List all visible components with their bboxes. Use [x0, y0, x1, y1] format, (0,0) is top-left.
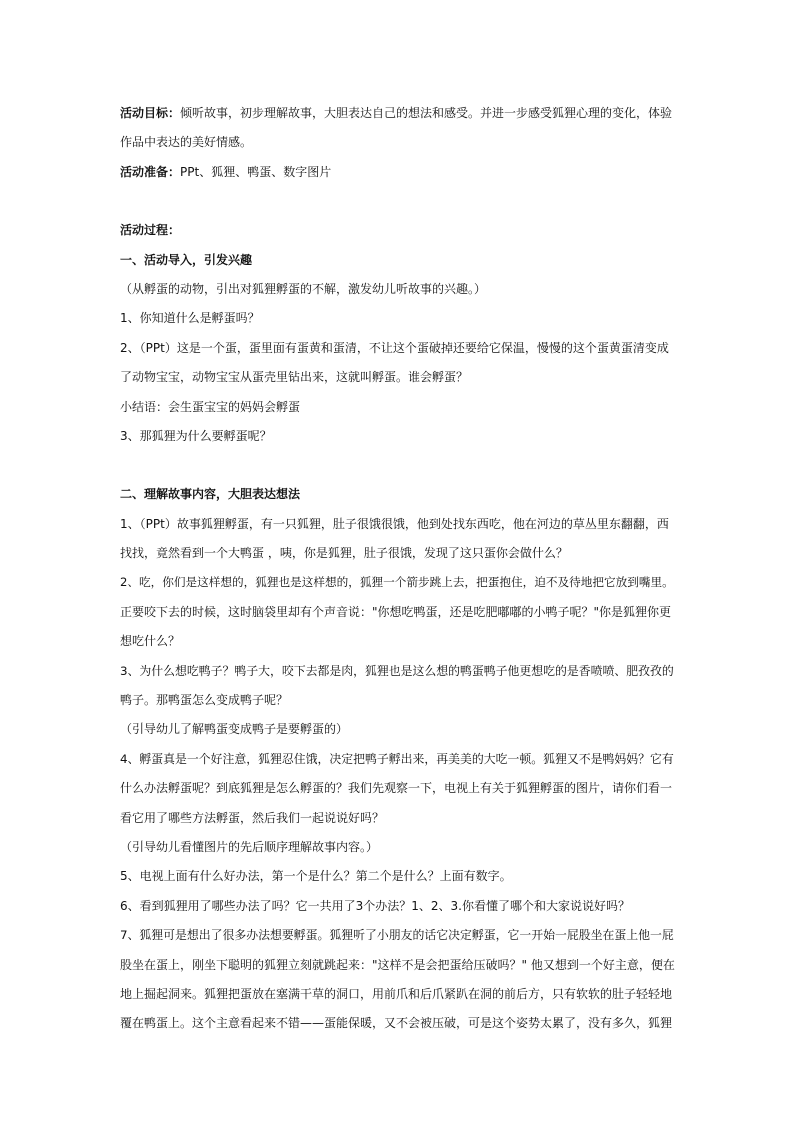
goal-label: 活动目标： [120, 106, 181, 120]
part2-heading: 二、理解故事内容，大胆表达想法 [120, 487, 301, 502]
prep-text: PPt、狐狸、鸭蛋、数字图片 [180, 164, 332, 179]
prep-label: 活动准备： [120, 164, 181, 179]
part2-p7-line-4: 覆在鸭蛋上。这个主意看起来不错——蛋能保暖，又不会被压破，可是这个姿势太累了，没有多久，狐狸 [120, 1016, 673, 1031]
part2-p3-line-1: 3、为什么想吃鸭子？鸭子大，咬下去都是肉，狐狸也是这么想的鸭蛋鸭子他更想吃的是香喷喷、肥孜孜的 [120, 663, 674, 678]
part2-p5: 5、电视上面有什么好办法，第一个是什么？第二个是什么？上面有数字。 [120, 869, 512, 884]
part1-q1: 1、你知道什么是孵蛋吗？ [120, 311, 260, 326]
part2-p4-line-1: 4、孵蛋真是一个好注意，狐狸忍住饿，决定把鸭子孵出来，再美美的大吃一顿。狐狸又不是鸭妈妈？它有 [120, 751, 674, 766]
part1-q2-line-1: 2、（PPt）这是一个蛋，蛋里面有蛋黄和蛋清，不让这个蛋破掉还要给它保温，慢慢的这个蛋黄蛋清变成 [120, 340, 669, 355]
part2-note-2: （引导幼儿看懂图片的先后顺序理解故事内容。） [120, 839, 379, 854]
part1-q2-line-2: 了动物宝宝，动物宝宝从蛋壳里钻出来，这就叫孵蛋。谁会孵蛋？ [120, 370, 469, 385]
part2-p1-line-1: 1、（PPt）故事狐狸孵蛋，有一只狐狸，肚子很饿很饿，他到处找东西吃，他在河边的草丛里东翻翻，西 [120, 516, 669, 531]
part1-summary: 小结语：会生蛋宝宝的妈妈会孵蛋 [120, 399, 301, 414]
part2-p7-line-3: 地上掘起洞来。狐狸把蛋放在塞满干草的洞口，用前爪和后爪紧趴在洞的前后方，只有软软的肚子轻轻地 [120, 986, 673, 1001]
part1-q3: 3、那狐狸为什么要孵蛋呢？ [120, 428, 272, 443]
part2-p7-line-1: 7、狐狸可是想出了很多办法想要孵蛋。狐狸听了小朋友的话它决定孵蛋，它一开始一屁股坐在蛋上他一屁 [120, 928, 674, 943]
part1-note: （从孵蛋的动物，引出对狐狸孵蛋的不解，激发幼儿听故事的兴趣。） [120, 281, 487, 296]
part2-p7-line-2: 股坐在蛋上，刚坐下聪明的狐狸立刻就跳起来："这样不是会把蛋给压破吗？" 他又想到一个好主意，便在 [120, 957, 675, 972]
part2-note-1: （引导幼儿了解鸭蛋变成鸭子是要孵蛋的） [120, 722, 349, 737]
spacer [120, 451, 678, 480]
part2-p4-line-3: 看它用了哪些方法孵蛋，然后我们一起说说好吗？ [120, 810, 385, 825]
goal-text-1: 倾听故事，初步理解故事，大胆表达自己的想法和感受。并进一步感受狐狸心理的变化，体验 [180, 106, 673, 120]
prep-line [120, 158, 678, 187]
part2-p2-line-3: 想吃什么？ [120, 634, 181, 649]
part2-p6: 6、看到狐狸用了哪些办法了吗？它一共用了3个办法？1、2、3.你看懂了哪个和大家说说好吗？ [120, 898, 630, 913]
document-body [120, 99, 678, 1039]
goal-line-1 [120, 99, 678, 128]
part2-p1-line-2: 找找，竟然看到一个大鸭蛋 ，咦，你是狐狸，肚子很饿，发现了这只蛋你会做什么？ [120, 546, 568, 561]
part2-p3-line-2: 鸭子。那鸭蛋怎么变成鸭子呢？ [120, 693, 289, 708]
spacer [120, 187, 678, 216]
part2-p2-line-2: 正要咬下去的时候，这时脑袋里却有个声音说："你想吃鸭蛋，还是吃肥嘟嘟的小鸭子呢？"你是狐狸你更 [120, 604, 672, 619]
process-title: 活动过程： [120, 223, 181, 238]
part2-p2-line-1: 2、吃，你们是这样想的，狐狸也是这样想的，狐狸一个箭步跳上去，把蛋抱住，迫不及待地把它放到嘴里。 [120, 575, 674, 590]
goal-line-2: 作品中表达的美好情感。 [120, 135, 253, 150]
part2-p4-line-2: 什么办法孵蛋呢？到底狐狸是怎么孵蛋的？我们先观察一下，电视上有关于狐狸孵蛋的图片，请你们看一 [120, 781, 673, 796]
part1-heading: 一、活动导入，引发兴趣 [120, 252, 253, 267]
